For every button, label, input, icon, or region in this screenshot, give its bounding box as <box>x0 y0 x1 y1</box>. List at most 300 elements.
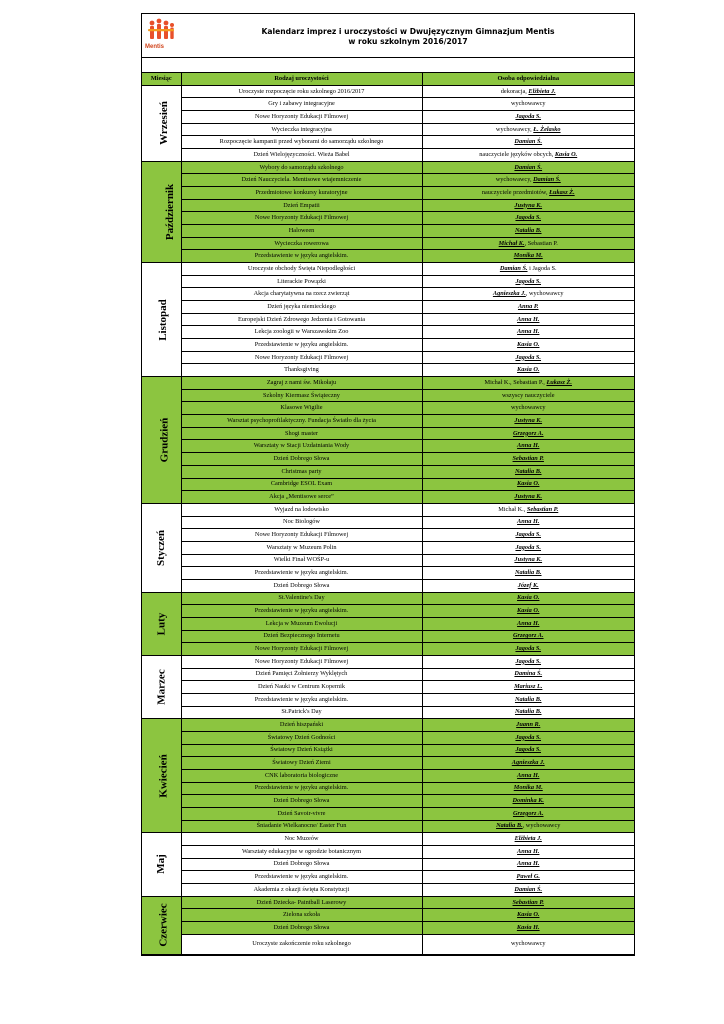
month-label: Styczeń <box>155 529 168 566</box>
table-row <box>142 795 634 808</box>
column-header-event: Rodzaj uroczystości <box>181 73 422 85</box>
person-name-highlight: Damian Ś. <box>533 176 561 184</box>
table-row <box>142 161 634 174</box>
person-name-highlight: Anna H. <box>517 847 540 855</box>
event-cell: Przedstawienie w języku angielskim. <box>181 339 422 352</box>
person-name-highlight: Michał K. <box>498 239 525 247</box>
person-cell <box>422 934 634 954</box>
person-text: , Sebastian P. <box>524 239 558 247</box>
event-cell: Shogi master <box>181 427 422 440</box>
table-row <box>142 339 634 352</box>
person-name-highlight: Damina Ś. <box>514 670 543 678</box>
person-text: nauczyciele przedmiotów, <box>481 188 550 196</box>
event-cell: CNK laboratoria biologiczne <box>181 769 422 782</box>
person-cell <box>422 807 634 820</box>
table-row <box>142 731 634 744</box>
person-name-highlight: Agnieszka J. <box>511 759 545 767</box>
person-name-highlight: Mariusz L. <box>514 683 543 691</box>
table-row <box>142 389 634 402</box>
table-row <box>142 896 634 909</box>
person-cell <box>422 909 634 922</box>
month-cell <box>142 377 181 504</box>
person-cell <box>422 769 634 782</box>
person-cell <box>422 427 634 440</box>
person-name-highlight: Jagoda S. <box>515 277 542 285</box>
person-cell <box>422 351 634 364</box>
person-cell <box>422 719 634 732</box>
person-cell <box>422 668 634 681</box>
table-row <box>142 478 634 491</box>
person-cell <box>422 288 634 301</box>
person-name-highlight: Justyna K. <box>514 493 543 500</box>
event-cell: Gry i zabawy integracyjne <box>181 98 422 111</box>
person-cell <box>422 415 634 428</box>
person-name-highlight: Grzegorz A. <box>512 632 544 640</box>
person-text: wychowawcy <box>510 100 546 108</box>
person-cell <box>422 326 634 339</box>
event-cell: Przedstawienie w języku angielskim. <box>181 871 422 884</box>
event-cell: Noc Biologów <box>181 516 422 529</box>
table-row <box>142 440 634 453</box>
event-cell: Uroczyste rozpoczęcie roku szkolnego 2016/2017 <box>181 85 422 98</box>
month-cell <box>142 503 181 592</box>
person-text: wychowawcy <box>510 940 546 948</box>
column-header-month: Miesiąc <box>142 73 181 85</box>
person-name-highlight: Ł. Żelasko <box>533 125 561 133</box>
person-name-highlight: Łukasz Ż. <box>546 378 572 386</box>
table-row <box>142 491 634 504</box>
person-cell <box>422 402 634 415</box>
person-name-highlight: Damian Ś. <box>514 163 543 171</box>
event-cell: Warsztaty w Stacji Uzdatniania Wody <box>181 440 422 453</box>
person-name-highlight: Justyna K. <box>514 556 543 564</box>
person-cell <box>422 731 634 744</box>
person-name-highlight: Natalia B. <box>496 822 523 830</box>
event-cell: Nowe Horyzonty Edukacji Filmowej <box>181 655 422 668</box>
person-name-highlight: Natalia B. <box>514 695 542 703</box>
table-row <box>142 111 634 124</box>
person-name-highlight: Damian Ś. <box>499 264 528 272</box>
person-cell <box>422 922 634 935</box>
event-cell: Cambridge ESOL Exam <box>181 478 422 491</box>
person-name-highlight: Kasia O. <box>517 594 540 602</box>
table-row <box>142 326 634 339</box>
event-cell: Dzień Wielojęzyczności. Wieża Babel <box>181 149 422 162</box>
event-cell: Światowy Dzień Ziemi <box>181 757 422 770</box>
table-row <box>142 453 634 466</box>
event-cell: Przedmiotowe konkursy kuratoryjne <box>181 187 422 200</box>
person-name-highlight: Agnieszka J. <box>492 290 526 298</box>
person-cell <box>422 111 634 124</box>
person-name-highlight: Justyna K. <box>514 416 543 424</box>
event-cell: Dzień Dobrego Słowa <box>181 922 422 935</box>
table-row <box>142 871 634 884</box>
month-label: Czerwiec <box>157 903 170 947</box>
month-cell <box>142 85 181 161</box>
person-cell <box>422 453 634 466</box>
person-text: i Jagoda S. <box>527 264 557 272</box>
person-cell <box>422 782 634 795</box>
month-label: Grudzień <box>158 417 171 463</box>
event-cell: Uroczyste obchody Święta Niepodległości <box>181 263 422 276</box>
person-cell <box>422 187 634 200</box>
event-cell: Dzień Pamięci Żołnierzy Wyklętych <box>181 668 422 681</box>
person-name-highlight: Sebastian P. <box>526 505 559 513</box>
table-row <box>142 668 634 681</box>
person-cell <box>422 85 634 98</box>
event-cell: Klasowe Wigilie <box>181 402 422 415</box>
person-name-highlight: Paweł G. <box>516 873 540 881</box>
event-cell: Nowe Horyzonty Edukacji Filmowej <box>181 529 422 542</box>
person-cell <box>422 554 634 567</box>
person-name-highlight: Anna H. <box>517 860 540 868</box>
event-cell: Szkolny Kiermasz Świąteczny <box>181 389 422 402</box>
event-cell: Dzień Dobrego Słowa <box>181 858 422 871</box>
person-name-highlight: Natalia B. <box>514 569 542 577</box>
month-label: Listopad <box>156 298 169 341</box>
event-cell: Zielona szkoła <box>181 909 422 922</box>
person-cell <box>422 301 634 314</box>
person-name-highlight: Łukasz Ż. <box>549 188 575 196</box>
table-row <box>142 820 634 833</box>
event-cell: Europejski Dzień Zdrowego Jedzenia i Gotowania <box>181 313 422 326</box>
table-row <box>142 174 634 187</box>
person-cell <box>422 871 634 884</box>
event-cell: Wyjazd na lodowisko <box>181 503 422 516</box>
table-row <box>142 301 634 314</box>
table-row <box>142 858 634 871</box>
person-name-highlight: Monika M. <box>513 784 543 792</box>
person-cell <box>422 858 634 871</box>
table-row <box>142 693 634 706</box>
person-cell <box>422 529 634 542</box>
event-cell: Wycieczka integracyjna <box>181 123 422 136</box>
table-row <box>142 807 634 820</box>
table-row <box>142 263 634 276</box>
person-text: , wychowawcy <box>525 290 564 298</box>
table-row <box>142 351 634 364</box>
month-label: Wrzesień <box>157 101 170 146</box>
table-row <box>142 149 634 162</box>
calendar-document <box>141 13 635 956</box>
person-name-highlight: Natalia B. <box>514 467 542 475</box>
person-cell <box>422 820 634 833</box>
table-row <box>142 554 634 567</box>
person-text: Michał K., Sebastian P., <box>484 378 547 386</box>
table-row <box>142 579 634 592</box>
table-row <box>142 706 634 719</box>
person-cell <box>422 630 634 643</box>
table-row <box>142 402 634 415</box>
table-row <box>142 187 634 200</box>
table-row <box>142 884 634 897</box>
person-name-highlight: Kasia O. <box>554 150 578 158</box>
event-cell: Nowe Horyzonty Edukacji Filmowej <box>181 351 422 364</box>
person-name-highlight: Sebastian P. <box>512 454 544 462</box>
person-cell <box>422 541 634 554</box>
table-row <box>142 98 634 111</box>
person-cell <box>422 440 634 453</box>
event-cell: Rozpoczęcie kampanii przed wyborami do samorządu szkolnego <box>181 136 422 149</box>
person-cell <box>422 833 634 846</box>
event-cell: Dzień Dziecka- Paintball Laserowy <box>181 896 422 909</box>
table-row <box>142 541 634 554</box>
person-name-highlight: Natalia B. <box>514 226 542 234</box>
person-name-highlight: Jagoda S. <box>515 531 542 539</box>
person-cell <box>422 275 634 288</box>
person-name-highlight: Natalia B. <box>514 708 542 716</box>
person-cell <box>422 123 634 136</box>
table-row <box>142 922 634 935</box>
month-cell <box>142 719 181 833</box>
event-cell: Dzień Nauki w Centrum Kopernik <box>181 681 422 694</box>
table-row <box>142 769 634 782</box>
table-row <box>142 199 634 212</box>
person-cell <box>422 98 634 111</box>
person-name-highlight: Damian Ś. <box>514 138 543 146</box>
event-cell: Lekcja zoologii w Warszawskim Zoo <box>181 326 422 339</box>
event-cell: Nowe Horyzonty Edukacji Filmowej <box>181 111 422 124</box>
table-row <box>142 212 634 225</box>
month-label: Maj <box>155 854 168 875</box>
person-cell <box>422 225 634 238</box>
table-row <box>142 427 634 440</box>
person-name-highlight: Anna H. <box>517 619 540 627</box>
table-row <box>142 719 634 732</box>
person-name-highlight: Józef K. <box>517 581 539 589</box>
person-name-highlight: Grzegorz A. <box>512 429 544 437</box>
event-cell: Dzień Dobrego Słowa <box>181 579 422 592</box>
table-row <box>142 85 634 98</box>
event-cell: Światowy Dzień Książki <box>181 744 422 757</box>
event-cell: Przedstawienie w języku angielskim. <box>181 693 422 706</box>
month-cell <box>142 655 181 718</box>
person-name-highlight: Anna H. <box>517 328 540 336</box>
table-row <box>142 833 634 846</box>
person-name-highlight: Kasia H. <box>516 923 540 931</box>
table-row <box>142 516 634 529</box>
document-header <box>142 14 634 58</box>
person-cell <box>422 884 634 897</box>
person-name-highlight: Elżbieta J. <box>528 87 556 95</box>
table-row <box>142 136 634 149</box>
person-name-highlight: Grzegorz A. <box>512 809 544 817</box>
person-cell <box>422 503 634 516</box>
person-cell <box>422 605 634 618</box>
table-body <box>142 85 634 954</box>
person-name-highlight: Dominka K. <box>512 797 544 805</box>
person-cell <box>422 681 634 694</box>
person-name-highlight: Jagoda S. <box>515 353 542 361</box>
person-text: , wychowawcy <box>522 822 561 830</box>
table-row <box>142 744 634 757</box>
person-text: Michał K., <box>498 505 527 513</box>
events-table <box>142 73 634 955</box>
mentis-logo-icon <box>146 17 176 47</box>
person-name-highlight: Kasia O. <box>517 607 540 615</box>
person-cell <box>422 250 634 263</box>
table-row <box>142 529 634 542</box>
person-name-highlight: Jagoda S. <box>515 746 542 754</box>
person-cell <box>422 655 634 668</box>
table-row <box>142 123 634 136</box>
table-row <box>142 617 634 630</box>
person-cell <box>422 339 634 352</box>
person-cell <box>422 174 634 187</box>
person-name-highlight: Jagoda S. <box>515 657 542 665</box>
table-row <box>142 275 634 288</box>
table-row <box>142 655 634 668</box>
event-cell: Haloween <box>181 225 422 238</box>
table-row <box>142 415 634 428</box>
person-cell <box>422 757 634 770</box>
person-name-highlight: Jagoda S. <box>515 112 542 120</box>
month-cell <box>142 833 181 896</box>
month-label: Marzec <box>155 669 168 705</box>
person-cell <box>422 149 634 162</box>
person-cell <box>422 693 634 706</box>
person-name-highlight: Juann R. <box>516 721 541 729</box>
person-cell <box>422 478 634 491</box>
person-name-highlight: Sebastian P. <box>512 898 544 906</box>
header-spacer <box>142 58 634 73</box>
person-cell <box>422 377 634 390</box>
person-name-highlight: Kasia O. <box>517 340 540 348</box>
event-cell: Noc Muzeów <box>181 833 422 846</box>
person-cell <box>422 795 634 808</box>
event-cell: Warsztaty edukacyjne w ogrodzie botanicznym <box>181 845 422 858</box>
table-row <box>142 605 634 618</box>
person-cell <box>422 212 634 225</box>
table-row <box>142 250 634 263</box>
person-cell <box>422 643 634 656</box>
month-label: Październik <box>164 183 177 240</box>
person-cell <box>422 237 634 250</box>
event-cell: Warsztaty w Muzeum Polin <box>181 541 422 554</box>
person-cell <box>422 516 634 529</box>
table-row <box>142 288 634 301</box>
person-cell <box>422 263 634 276</box>
table-row <box>142 465 634 478</box>
person-cell <box>422 706 634 719</box>
table-row <box>142 377 634 390</box>
event-cell: Dzień Nauczyciela. Mentisowe wtajemniczenie <box>181 174 422 187</box>
person-name-highlight: Jagoda S. <box>515 733 542 741</box>
month-label: Luty <box>155 612 168 636</box>
person-cell <box>422 364 634 377</box>
table-row <box>142 567 634 580</box>
event-cell: Światowy Dzień Godności <box>181 731 422 744</box>
person-text: wychowawcy <box>510 404 546 412</box>
event-cell: Akcja charytatywna na rzecz zwierząt <box>181 288 422 301</box>
person-text: wychowawcy, <box>495 176 534 184</box>
table-row <box>142 845 634 858</box>
person-name-highlight: Anna H. <box>517 771 540 779</box>
event-cell: Dzień języka niemieckiego <box>181 301 422 314</box>
person-cell <box>422 136 634 149</box>
table-row <box>142 364 634 377</box>
person-cell <box>422 491 634 504</box>
person-cell <box>422 896 634 909</box>
person-name-highlight: Justyna K. <box>514 201 543 209</box>
event-cell: St.Patrick's Day <box>181 706 422 719</box>
event-cell: Wielki Finał WOŚP-u <box>181 554 422 567</box>
event-cell: Wycieczka rowerowa <box>181 237 422 250</box>
event-cell: Akademia z okazji święta Konstytucji <box>181 884 422 897</box>
person-name-highlight: Anna P. <box>517 302 539 310</box>
event-cell: Śniadanie Wielkanocne/ Easter Fun <box>181 820 422 833</box>
person-cell <box>422 617 634 630</box>
table-row <box>142 782 634 795</box>
event-cell: Dzień Dobrego Słowa <box>181 795 422 808</box>
month-cell <box>142 896 181 954</box>
person-text: wychowawcy, <box>495 125 534 133</box>
event-cell: Zagraj z nami św. Mikołaju <box>181 377 422 390</box>
event-cell: Dzień Bezpiecznego Internetu <box>181 630 422 643</box>
table-row <box>142 681 634 694</box>
month-cell <box>142 263 181 377</box>
person-cell <box>422 465 634 478</box>
person-cell <box>422 567 634 580</box>
column-header-person: Osoba odpowiedzialna <box>422 73 634 85</box>
table-row <box>142 909 634 922</box>
person-cell <box>422 579 634 592</box>
person-name-highlight: Kasia O. <box>517 911 540 919</box>
table-row <box>142 934 634 954</box>
person-name-highlight: Kasia O. <box>517 480 540 488</box>
table-row <box>142 225 634 238</box>
event-cell: Uroczyste zakończenie roku szkolnego <box>181 934 422 954</box>
person-name-highlight: Damian Ś. <box>514 885 543 893</box>
event-cell: Dzień Empatii <box>181 199 422 212</box>
event-cell: Dzień Savoir-vivre <box>181 807 422 820</box>
table-row <box>142 630 634 643</box>
month-cell <box>142 161 181 262</box>
table-row <box>142 592 634 605</box>
person-cell <box>422 313 634 326</box>
event-cell: St.Valentine's Day <box>181 592 422 605</box>
title-line-2: w roku szkolnym 2016/2017 <box>348 37 468 46</box>
table-row <box>142 757 634 770</box>
person-text: wszyscy nauczyciele <box>501 391 555 399</box>
person-cell <box>422 845 634 858</box>
title-line-1: Kalendarz imprez i uroczystości w Dwujęzycznym Gimnazjum Mentis <box>261 27 555 36</box>
table-row <box>142 643 634 656</box>
event-cell: Przedstawienie w języku angielskim. <box>181 605 422 618</box>
event-cell: Dzień hiszpański <box>181 719 422 732</box>
event-cell: Literackie Powązki <box>181 275 422 288</box>
person-cell <box>422 744 634 757</box>
table-row <box>142 503 634 516</box>
month-cell <box>142 592 181 655</box>
event-cell: Przedstawienie w języku angielskim. <box>181 567 422 580</box>
person-name-highlight: Anna H. <box>517 518 540 526</box>
person-text: nauczyciele języków obcych, <box>479 150 555 158</box>
event-cell: Wybory do samorządu szkolnego <box>181 161 422 174</box>
event-cell: Thanksgiving <box>181 364 422 377</box>
month-label: Kwiecień <box>157 754 170 798</box>
person-cell <box>422 592 634 605</box>
person-cell <box>422 389 634 402</box>
person-name-highlight: Jagoda S. <box>515 214 542 222</box>
event-cell: Przedstawienie w języku angielskim. <box>181 250 422 263</box>
person-name-highlight: Anna H. <box>517 442 540 450</box>
table-row <box>142 313 634 326</box>
event-cell: Akcja „Mentisowe serce” <box>181 491 422 504</box>
event-cell: Nowe Horyzonty Edukacji Filmowej <box>181 212 422 225</box>
table-header-row <box>142 73 634 85</box>
document-title <box>182 27 634 47</box>
